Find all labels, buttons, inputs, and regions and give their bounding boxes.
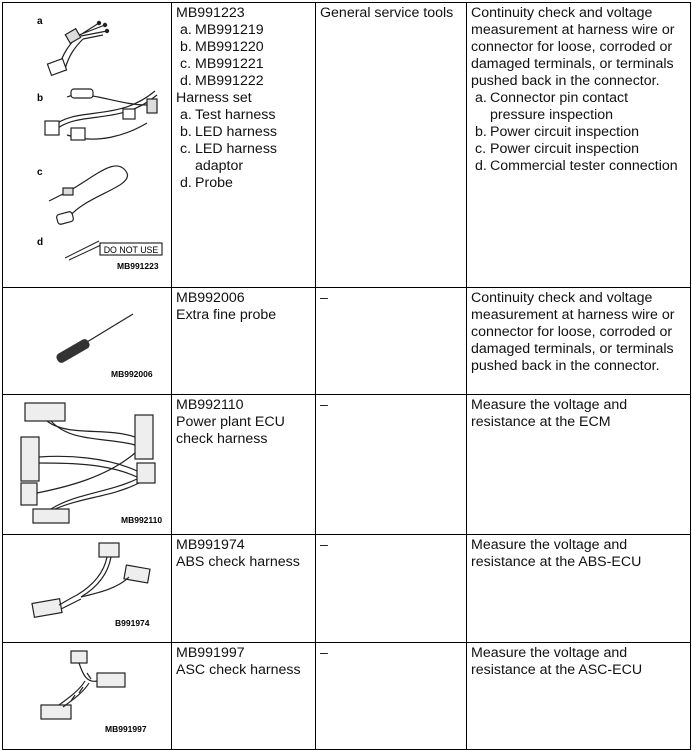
list-item: c. MB991221	[180, 56, 264, 72]
figure-label: c	[37, 167, 43, 178]
application-cell	[467, 288, 691, 395]
warning-label: DO NOT USE	[103, 245, 159, 255]
application-sublist	[471, 90, 686, 175]
figure-caption: MB992006	[111, 369, 153, 379]
special-tools-table	[2, 2, 691, 750]
tool-number-cell	[172, 535, 316, 643]
list-item: b. MB991220	[180, 39, 264, 55]
ecu-harness-drawing	[7, 397, 175, 532]
list-item: c. LED harness adaptor	[180, 141, 278, 174]
tool-name: ASC check harness	[176, 662, 301, 678]
supersession-cell: General service tools	[316, 3, 467, 288]
figure-caption: B991974	[115, 618, 150, 628]
extra-fine-probe-icon	[55, 314, 133, 364]
figure-label: a	[37, 16, 43, 27]
tool-number-cell	[172, 643, 316, 750]
list-item: a. MB991219	[180, 22, 264, 38]
figure-label: b	[37, 93, 44, 104]
table-row	[3, 643, 691, 750]
tool-number-cell	[172, 395, 316, 535]
application-cell	[467, 535, 691, 643]
list-item: a. Test harness	[180, 107, 276, 123]
probe-icon	[65, 241, 101, 260]
application-cell	[467, 395, 691, 535]
tool-name: Extra fine probe	[176, 307, 277, 323]
application-cell	[467, 643, 691, 750]
set-sublist	[176, 107, 311, 192]
part-number: MB991223	[176, 5, 245, 21]
list-item: b. LED harness	[180, 124, 278, 140]
tool-illustration	[3, 395, 172, 535]
figure-label: d	[37, 237, 44, 248]
figure-caption: MB991223	[117, 261, 159, 271]
power-plant-ecu-harness-icon	[21, 403, 155, 523]
supersession-cell: –	[316, 395, 467, 535]
list-item: d. Commercial tester connection	[475, 158, 678, 174]
tool-number-cell	[172, 3, 316, 288]
list-item: c. Power circuit inspection	[475, 141, 640, 157]
list-item: a. Connector pin contact pressure inspection	[475, 90, 629, 123]
part-number: MB992110	[176, 397, 244, 413]
part-number: MB991997	[176, 645, 245, 661]
supersession-cell: –	[316, 643, 467, 750]
harness-set-drawing	[7, 5, 175, 285]
list-item: b. Power circuit inspection	[475, 124, 640, 140]
list-item: d. Probe	[180, 175, 233, 191]
application-text: Measure the voltage and resistance at the ECM	[471, 397, 628, 430]
part-sublist	[176, 22, 311, 90]
application-text: Continuity check and voltage measurement at harness wire or connector for loose, corroded or damaged terminals, or terminals pushed back in the connector.	[471, 5, 675, 89]
application-text: Continuity check and voltage measurement at harness wire or connector for loose, corroded or damaged terminals, or terminals pushed back in the connector.	[471, 290, 675, 374]
tool-illustration	[3, 535, 172, 643]
table-row	[3, 3, 691, 288]
led-harness-icon	[45, 89, 157, 140]
table-row	[3, 535, 691, 643]
test-harness-icon	[47, 21, 108, 75]
probe-drawing	[7, 290, 175, 392]
abs-harness-drawing	[7, 537, 175, 640]
list-item: d. MB991222	[180, 73, 264, 89]
figure-caption: MB992110	[121, 515, 163, 525]
tool-name: Harness set	[176, 90, 252, 106]
figure-caption: MB991997	[105, 724, 147, 734]
supersession-cell: –	[316, 288, 467, 395]
part-number: MB991974	[176, 537, 245, 553]
tool-number-cell	[172, 288, 316, 395]
application-cell	[467, 3, 691, 288]
asc-harness-drawing	[7, 645, 175, 747]
tool-name: Power plant ECU check harness	[176, 414, 285, 447]
tool-illustration	[3, 288, 172, 395]
part-number: MB992006	[176, 290, 245, 306]
application-text: Measure the voltage and resistance at the ASC-ECU	[471, 645, 643, 678]
asc-check-harness-icon	[41, 651, 125, 719]
table-row	[3, 395, 691, 535]
table-row	[3, 288, 691, 395]
tool-name: ABS check harness	[176, 554, 300, 570]
supersession-cell: –	[316, 535, 467, 643]
application-text: Measure the voltage and resistance at the ABS-ECU	[471, 537, 642, 570]
tool-illustration	[3, 643, 172, 750]
abs-check-harness-icon	[32, 543, 150, 617]
led-adaptor-icon	[49, 166, 128, 225]
tool-illustration	[3, 3, 172, 288]
